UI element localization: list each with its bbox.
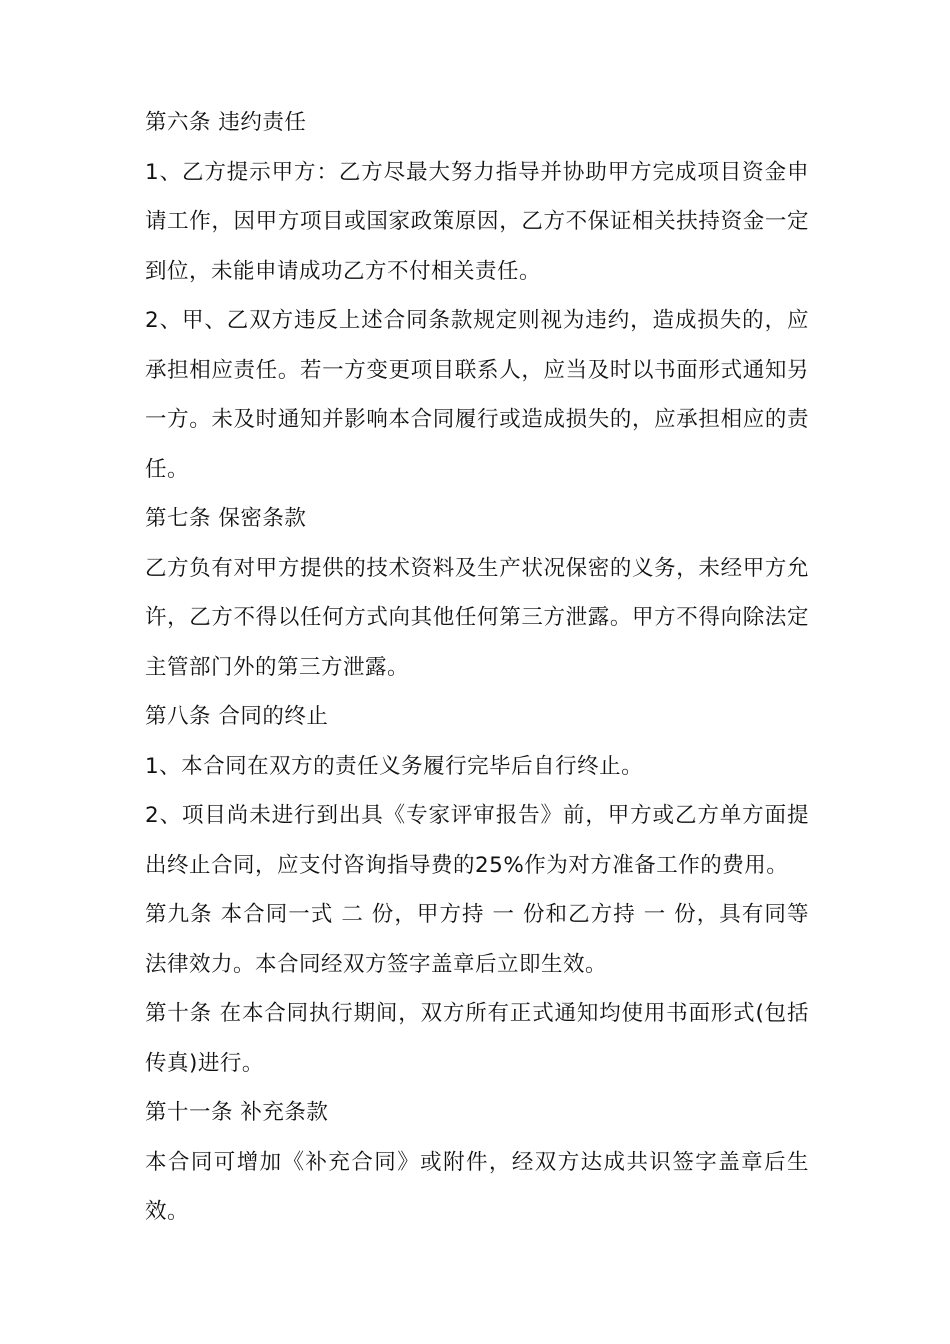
article-9-body: 第九条 本合同一式 二 份，甲方持 一 份和乙方持 一 份，具有同等法律效力。本合同经双方签字盖章后立即生效。 (145, 902, 809, 977)
article-8-clause-2: 2、项目尚未进行到出具《专家评审报告》前，甲方或乙方单方面提出终止合同，应支付咨询指导费的25%作为对方准备工作的费用。 (145, 803, 809, 878)
article-8-clause-1: 1、本合同在双方的责任义务履行完毕后自行终止。 (145, 753, 644, 779)
article-11-heading: 第十一条 补充条款 (145, 1100, 329, 1125)
article-7-heading: 第七条 保密条款 (145, 506, 307, 531)
article-7-body: 乙方负有对甲方提供的技术资料及生产状况保密的义务，未经甲方允许，乙方不得以任何方式向其他任何第三方泄露。甲方不得向除法定主管部门外的第三方泄露。 (145, 555, 809, 680)
article-11-body: 本合同可增加《补充合同》或附件，经双方达成共识签字盖章后生效。 (145, 1149, 809, 1224)
article-10-body: 第十条 在本合同执行期间，双方所有正式通知均使用书面形式(包括传真)进行。 (145, 1001, 809, 1076)
article-8-heading: 第八条 合同的终止 (145, 704, 329, 729)
article-6-clause-1: 1、乙方提示甲方：乙方尽最大努力指导并协助甲方完成项目资金申请工作，因甲方项目或国家政策原因，乙方不保证相关扶持资金一定到位，未能申请成功乙方不付相关责任。 (145, 159, 809, 284)
article-6-clause-2: 2、甲、乙双方违反上述合同条款规定则视为违约，造成损失的，应承担相应责任。若一方变更项目联系人，应当及时以书面形式通知另一方。未及时通知并影响本合同履行或造成损失的，应承担相应的责任。 (145, 308, 809, 482)
document-body (145, 98, 809, 1237)
article-6-heading: 第六条 违约责任 (145, 110, 307, 135)
